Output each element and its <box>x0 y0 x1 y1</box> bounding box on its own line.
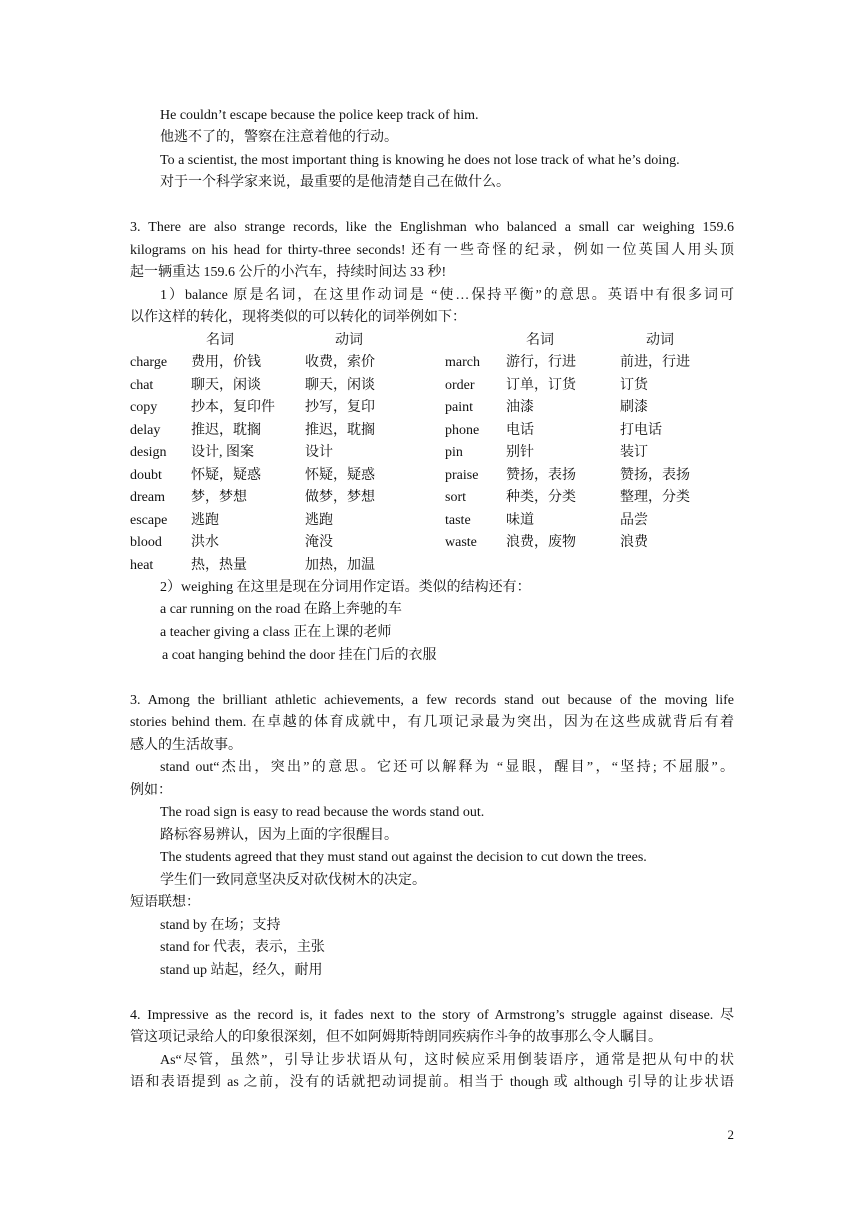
example-translation: 路标容易辨认，因为上面的字很醒目。 <box>160 828 398 843</box>
verb-meaning: 加热，加温 <box>305 558 375 573</box>
noun-meaning: 推迟，耽搁 <box>191 423 261 438</box>
word: chat <box>130 378 154 393</box>
verb-meaning: 推迟，耽搁 <box>305 423 375 438</box>
note-line: 例如： <box>130 783 172 798</box>
noun-meaning: 浪费，废物 <box>506 535 576 550</box>
section-heading: 3. Among the brilliant athletic achievements, a few records stand out because of the moving life <box>130 693 734 708</box>
word: escape <box>130 513 168 528</box>
noun-meaning: 味道 <box>506 513 534 528</box>
vocab-row <box>0 487 860 509</box>
note-line: 语和表语提到 as 之前，没有的话就把动词提前。相当于 though 或 although 引导的让步状语 <box>130 1075 734 1090</box>
word: order <box>445 378 475 393</box>
noun-meaning: 设计, 图案 <box>191 445 254 460</box>
noun-meaning: 怀疑，疑惑 <box>191 468 261 483</box>
note-line: 1）balance 原是名词，在这里作动词是 “使…保持平衡”的意思。英语中有很多词可 <box>160 288 734 303</box>
word: heat <box>130 558 154 573</box>
vocab-row <box>0 532 860 554</box>
verb-meaning: 刷漆 <box>620 400 648 415</box>
noun-meaning: 种类，分类 <box>506 490 576 505</box>
verb-meaning: 设计 <box>305 445 333 460</box>
vocab-row <box>0 420 860 442</box>
verb-meaning: 浪费 <box>620 535 648 550</box>
paragraph-line: 感人的生活故事。 <box>130 738 242 753</box>
example-translation: 对于一个科学家来说，最重要的是他清楚自己在做什么。 <box>160 175 510 190</box>
verb-meaning: 淹没 <box>305 535 333 550</box>
verb-meaning: 抄写，复印 <box>305 400 375 415</box>
word: doubt <box>130 468 162 483</box>
header-noun: 名词 <box>526 333 554 348</box>
verb-meaning: 前进，行进 <box>620 355 690 370</box>
word: delay <box>130 423 161 438</box>
vocab-header-row <box>0 330 860 352</box>
vocab-row <box>0 375 860 397</box>
noun-meaning: 聊天，闲谈 <box>191 378 261 393</box>
vocab-row <box>0 352 860 374</box>
word: pin <box>445 445 463 460</box>
header-noun: 名词 <box>206 333 234 348</box>
example-sentence: The road sign is easy to read because the words stand out. <box>160 805 485 820</box>
verb-meaning: 赞扬，表扬 <box>620 468 690 483</box>
word: blood <box>130 535 162 550</box>
verb-meaning: 品尝 <box>620 513 648 528</box>
verb-meaning: 聊天，闲谈 <box>305 378 375 393</box>
vocab-row <box>0 397 860 419</box>
example-translation: 他逃不了的，警察在注意着他的行动。 <box>160 130 398 145</box>
paragraph-line: 管这项记录给人的印象很深刻，但不如阿姆斯特朗同疾病作斗争的故事那么令人瞩目。 <box>130 1030 662 1045</box>
verb-meaning: 打电话 <box>620 423 662 438</box>
verb-meaning: 做梦，梦想 <box>305 490 375 505</box>
example-sentence: To a scientist, the most important thing is knowing he does not lose track of what he’s doing. <box>160 153 680 168</box>
vocab-row <box>0 555 860 577</box>
verb-meaning: 收费，索价 <box>305 355 375 370</box>
word: taste <box>445 513 471 528</box>
example-phrase: a teacher giving a class 正在上课的老师 <box>160 625 392 640</box>
paragraph-line: kilograms on his head for thirty-three seconds! 还有一些奇怪的纪录，例如一位英国人用头顶 <box>130 243 734 258</box>
note-line: 2）weighing 在这里是现在分词用作定语。类似的结构还有： <box>160 580 531 595</box>
header-verb: 动词 <box>646 333 674 348</box>
word: waste <box>445 535 477 550</box>
verb-meaning: 整理，分类 <box>620 490 690 505</box>
example-phrase: a coat hanging behind the door 挂在门后的衣服 <box>162 648 437 663</box>
section-heading: 4. Impressive as the record is, it fades next to the story of Armstrong’s struggle against disease. 尽 <box>130 1008 734 1023</box>
word: sort <box>445 490 466 505</box>
note-line: 以作这样的转化，现将类似的可以转化的词举例如下： <box>130 310 466 325</box>
vocab-row <box>0 442 860 464</box>
word: copy <box>130 400 158 415</box>
verb-meaning: 逃跑 <box>305 513 333 528</box>
paragraph-line: 起一辆重达 159.6 公斤的小汽车，持续时间达 33 秒! <box>130 265 447 280</box>
page-number: 2 <box>727 1127 734 1142</box>
noun-meaning: 抄本，复印件 <box>191 400 275 415</box>
word: march <box>445 355 480 370</box>
vocab-row <box>0 510 860 532</box>
verb-meaning: 怀疑，疑惑 <box>305 468 375 483</box>
word: design <box>130 445 167 460</box>
header-verb: 动词 <box>335 333 363 348</box>
noun-meaning: 梦，梦想 <box>191 490 247 505</box>
phrase-item: stand for 代表，表示，主张 <box>160 940 325 955</box>
phrase-item: stand up 站起，经久，耐用 <box>160 963 323 978</box>
phrase-item: stand by 在场；支持 <box>160 918 281 933</box>
word: charge <box>130 355 168 370</box>
word: praise <box>445 468 479 483</box>
word: dream <box>130 490 165 505</box>
noun-meaning: 费用，价钱 <box>191 355 261 370</box>
word: phone <box>445 423 480 438</box>
vocab-row <box>0 465 860 487</box>
section-heading: 3. There are also strange records, like the Englishman who balanced a small car weighing 159.6 <box>130 220 734 235</box>
verb-meaning: 装订 <box>620 445 648 460</box>
note-line: As“尽管，虽然”，引导让步状语从句，这时候应采用倒装语序，通常是把从句中的状 <box>160 1053 734 1068</box>
noun-meaning: 逃跑 <box>191 513 219 528</box>
noun-meaning: 订单，订货 <box>506 378 576 393</box>
noun-meaning: 赞扬，表扬 <box>506 468 576 483</box>
example-sentence: The students agreed that they must stand out against the decision to cut down the trees. <box>160 850 647 865</box>
noun-meaning: 洪水 <box>191 535 219 550</box>
example-translation: 学生们一致同意坚决反对砍伐树木的决定。 <box>160 873 426 888</box>
word: paint <box>445 400 473 415</box>
noun-meaning: 游行，行进 <box>506 355 576 370</box>
example-sentence: He couldn’t escape because the police keep track of him. <box>160 108 479 123</box>
noun-meaning: 别针 <box>506 445 534 460</box>
note-line: stand out“杰出，突出”的意思。它还可以解释为 “显眼，醒目”，“坚持; 不屈服”。 <box>160 760 734 775</box>
noun-meaning: 油漆 <box>506 400 534 415</box>
noun-meaning: 电话 <box>506 423 534 438</box>
paragraph-line: stories behind them. 在卓越的体育成就中，有几项记录最为突出，因为在这些成就背后有着 <box>130 715 734 730</box>
phrase-association-label: 短语联想： <box>130 895 200 910</box>
noun-meaning: 热，热量 <box>191 558 247 573</box>
example-phrase: a car running on the road 在路上奔驰的车 <box>160 602 402 617</box>
verb-meaning: 订货 <box>620 378 648 393</box>
